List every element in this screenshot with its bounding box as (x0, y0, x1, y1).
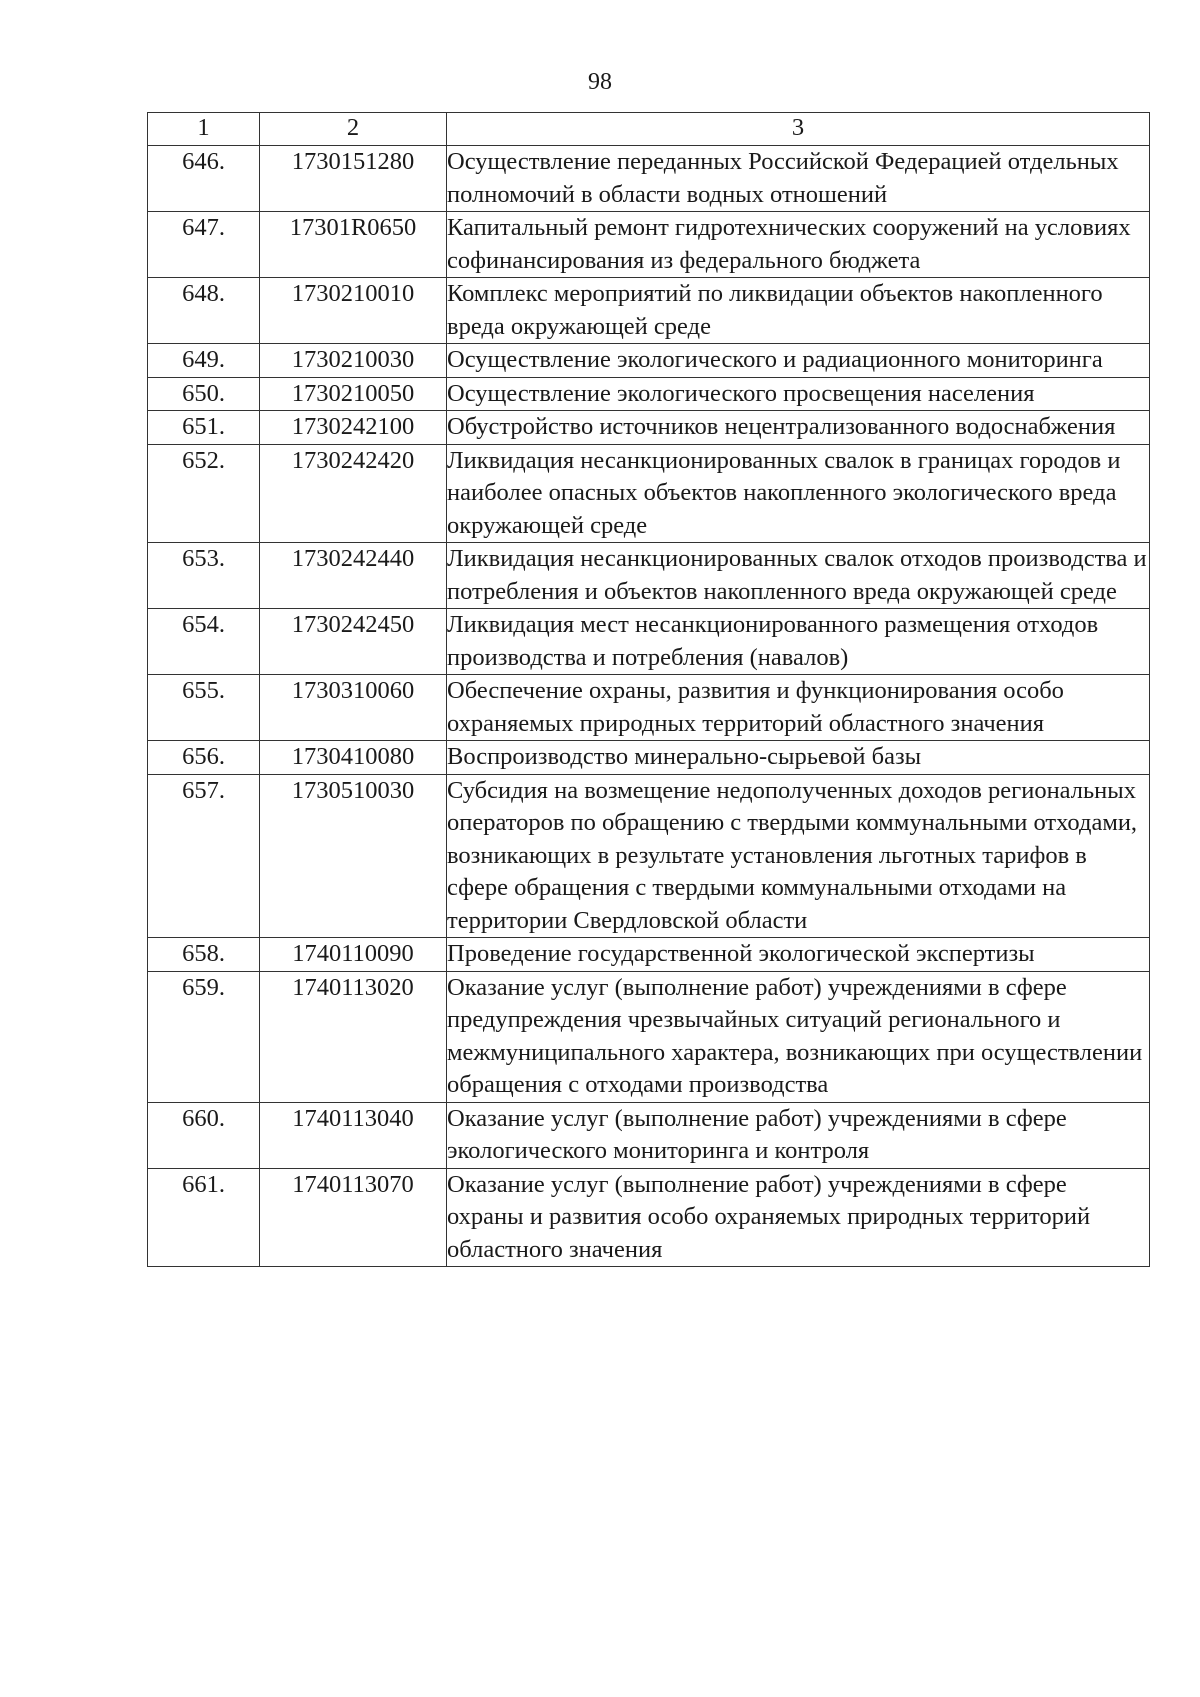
row-code: 1730242420 (260, 444, 447, 543)
row-number: 661. (148, 1168, 260, 1267)
row-code: 1730410080 (260, 741, 447, 775)
row-number: 653. (148, 543, 260, 609)
row-number: 646. (148, 146, 260, 212)
table-row (148, 212, 1150, 278)
table-row (148, 543, 1150, 609)
row-code: 17301R0650 (260, 212, 447, 278)
row-description: Воспроизводство минерально-сырьевой базы (447, 741, 1150, 775)
row-description: Осуществление переданных Российской Федерацией отдельных полномочий в области водных отношений (447, 146, 1150, 212)
table-row (148, 741, 1150, 775)
row-code: 1730151280 (260, 146, 447, 212)
row-number: 651. (148, 411, 260, 445)
row-code: 1730242450 (260, 609, 447, 675)
table-row (148, 444, 1150, 543)
table-row (148, 971, 1150, 1102)
row-description: Осуществление экологического просвещения населения (447, 377, 1150, 411)
row-code: 1730242440 (260, 543, 447, 609)
row-code: 1740110090 (260, 938, 447, 972)
row-description: Обеспечение охраны, развития и функционирования особо охраняемых природных территорий областного значения (447, 675, 1150, 741)
row-code: 1730242100 (260, 411, 447, 445)
row-number: 648. (148, 278, 260, 344)
table-row (148, 1102, 1150, 1168)
table-header-row (148, 113, 1150, 146)
budget-classification-table (147, 112, 1150, 1267)
row-number: 659. (148, 971, 260, 1102)
row-code: 1740113020 (260, 971, 447, 1102)
row-description: Ликвидация несанкционированных свалок в границах городов и наиболее опасных объектов накопленного экологического вреда окружающей среде (447, 444, 1150, 543)
row-description: Оказание услуг (выполнение работ) учреждениями в сфере предупреждения чрезвычайных ситуаций регионального и межмуниципального характера, возникающих при осуществлении обращения с отходами производства (447, 971, 1150, 1102)
row-number: 658. (148, 938, 260, 972)
table-row (148, 278, 1150, 344)
table-row (148, 774, 1150, 938)
page-number: 98 (588, 69, 612, 95)
table-row (148, 146, 1150, 212)
row-code: 1730210030 (260, 344, 447, 378)
table-row (148, 938, 1150, 972)
row-description: Обустройство источников нецентрализованного водоснабжения (447, 411, 1150, 445)
row-description: Оказание услуг (выполнение работ) учреждениями в сфере охраны и развития особо охраняемых природных территорий областного значения (447, 1168, 1150, 1267)
column-header-number: 1 (148, 113, 260, 146)
row-code: 1730510030 (260, 774, 447, 938)
table-row (148, 1168, 1150, 1267)
column-header-code: 2 (260, 113, 447, 146)
row-number: 655. (148, 675, 260, 741)
row-description: Осуществление экологического и радиационного мониторинга (447, 344, 1150, 378)
row-number: 652. (148, 444, 260, 543)
row-description: Ликвидация мест несанкционированного размещения отходов производства и потребления (навалов) (447, 609, 1150, 675)
row-description: Ликвидация несанкционированных свалок отходов производства и потребления и объектов накопленного вреда окружающей среде (447, 543, 1150, 609)
row-code: 1730310060 (260, 675, 447, 741)
column-header-description: 3 (447, 113, 1150, 146)
row-number: 660. (148, 1102, 260, 1168)
row-number: 657. (148, 774, 260, 938)
row-number: 649. (148, 344, 260, 378)
row-description: Комплекс мероприятий по ликвидации объектов накопленного вреда окружающей среде (447, 278, 1150, 344)
row-number: 654. (148, 609, 260, 675)
row-description: Субсидия на возмещение недополученных доходов региональных операторов по обращению с твердыми коммунальными отходами, возникающих в результате установления льготных тарифов в сфере обращения с твердыми коммунальными отходами на территории Свердловской области (447, 774, 1150, 938)
row-code: 1730210050 (260, 377, 447, 411)
row-description: Проведение государственной экологической экспертизы (447, 938, 1150, 972)
row-code: 1740113070 (260, 1168, 447, 1267)
table-row (148, 609, 1150, 675)
table-row (148, 377, 1150, 411)
row-description: Капитальный ремонт гидротехнических сооружений на условиях софинансирования из федерального бюджета (447, 212, 1150, 278)
table-row (148, 675, 1150, 741)
row-description: Оказание услуг (выполнение работ) учреждениями в сфере экологического мониторинга и контроля (447, 1102, 1150, 1168)
table-row (148, 411, 1150, 445)
row-code: 1730210010 (260, 278, 447, 344)
row-code: 1740113040 (260, 1102, 447, 1168)
row-number: 656. (148, 741, 260, 775)
table-row (148, 344, 1150, 378)
row-number: 650. (148, 377, 260, 411)
row-number: 647. (148, 212, 260, 278)
